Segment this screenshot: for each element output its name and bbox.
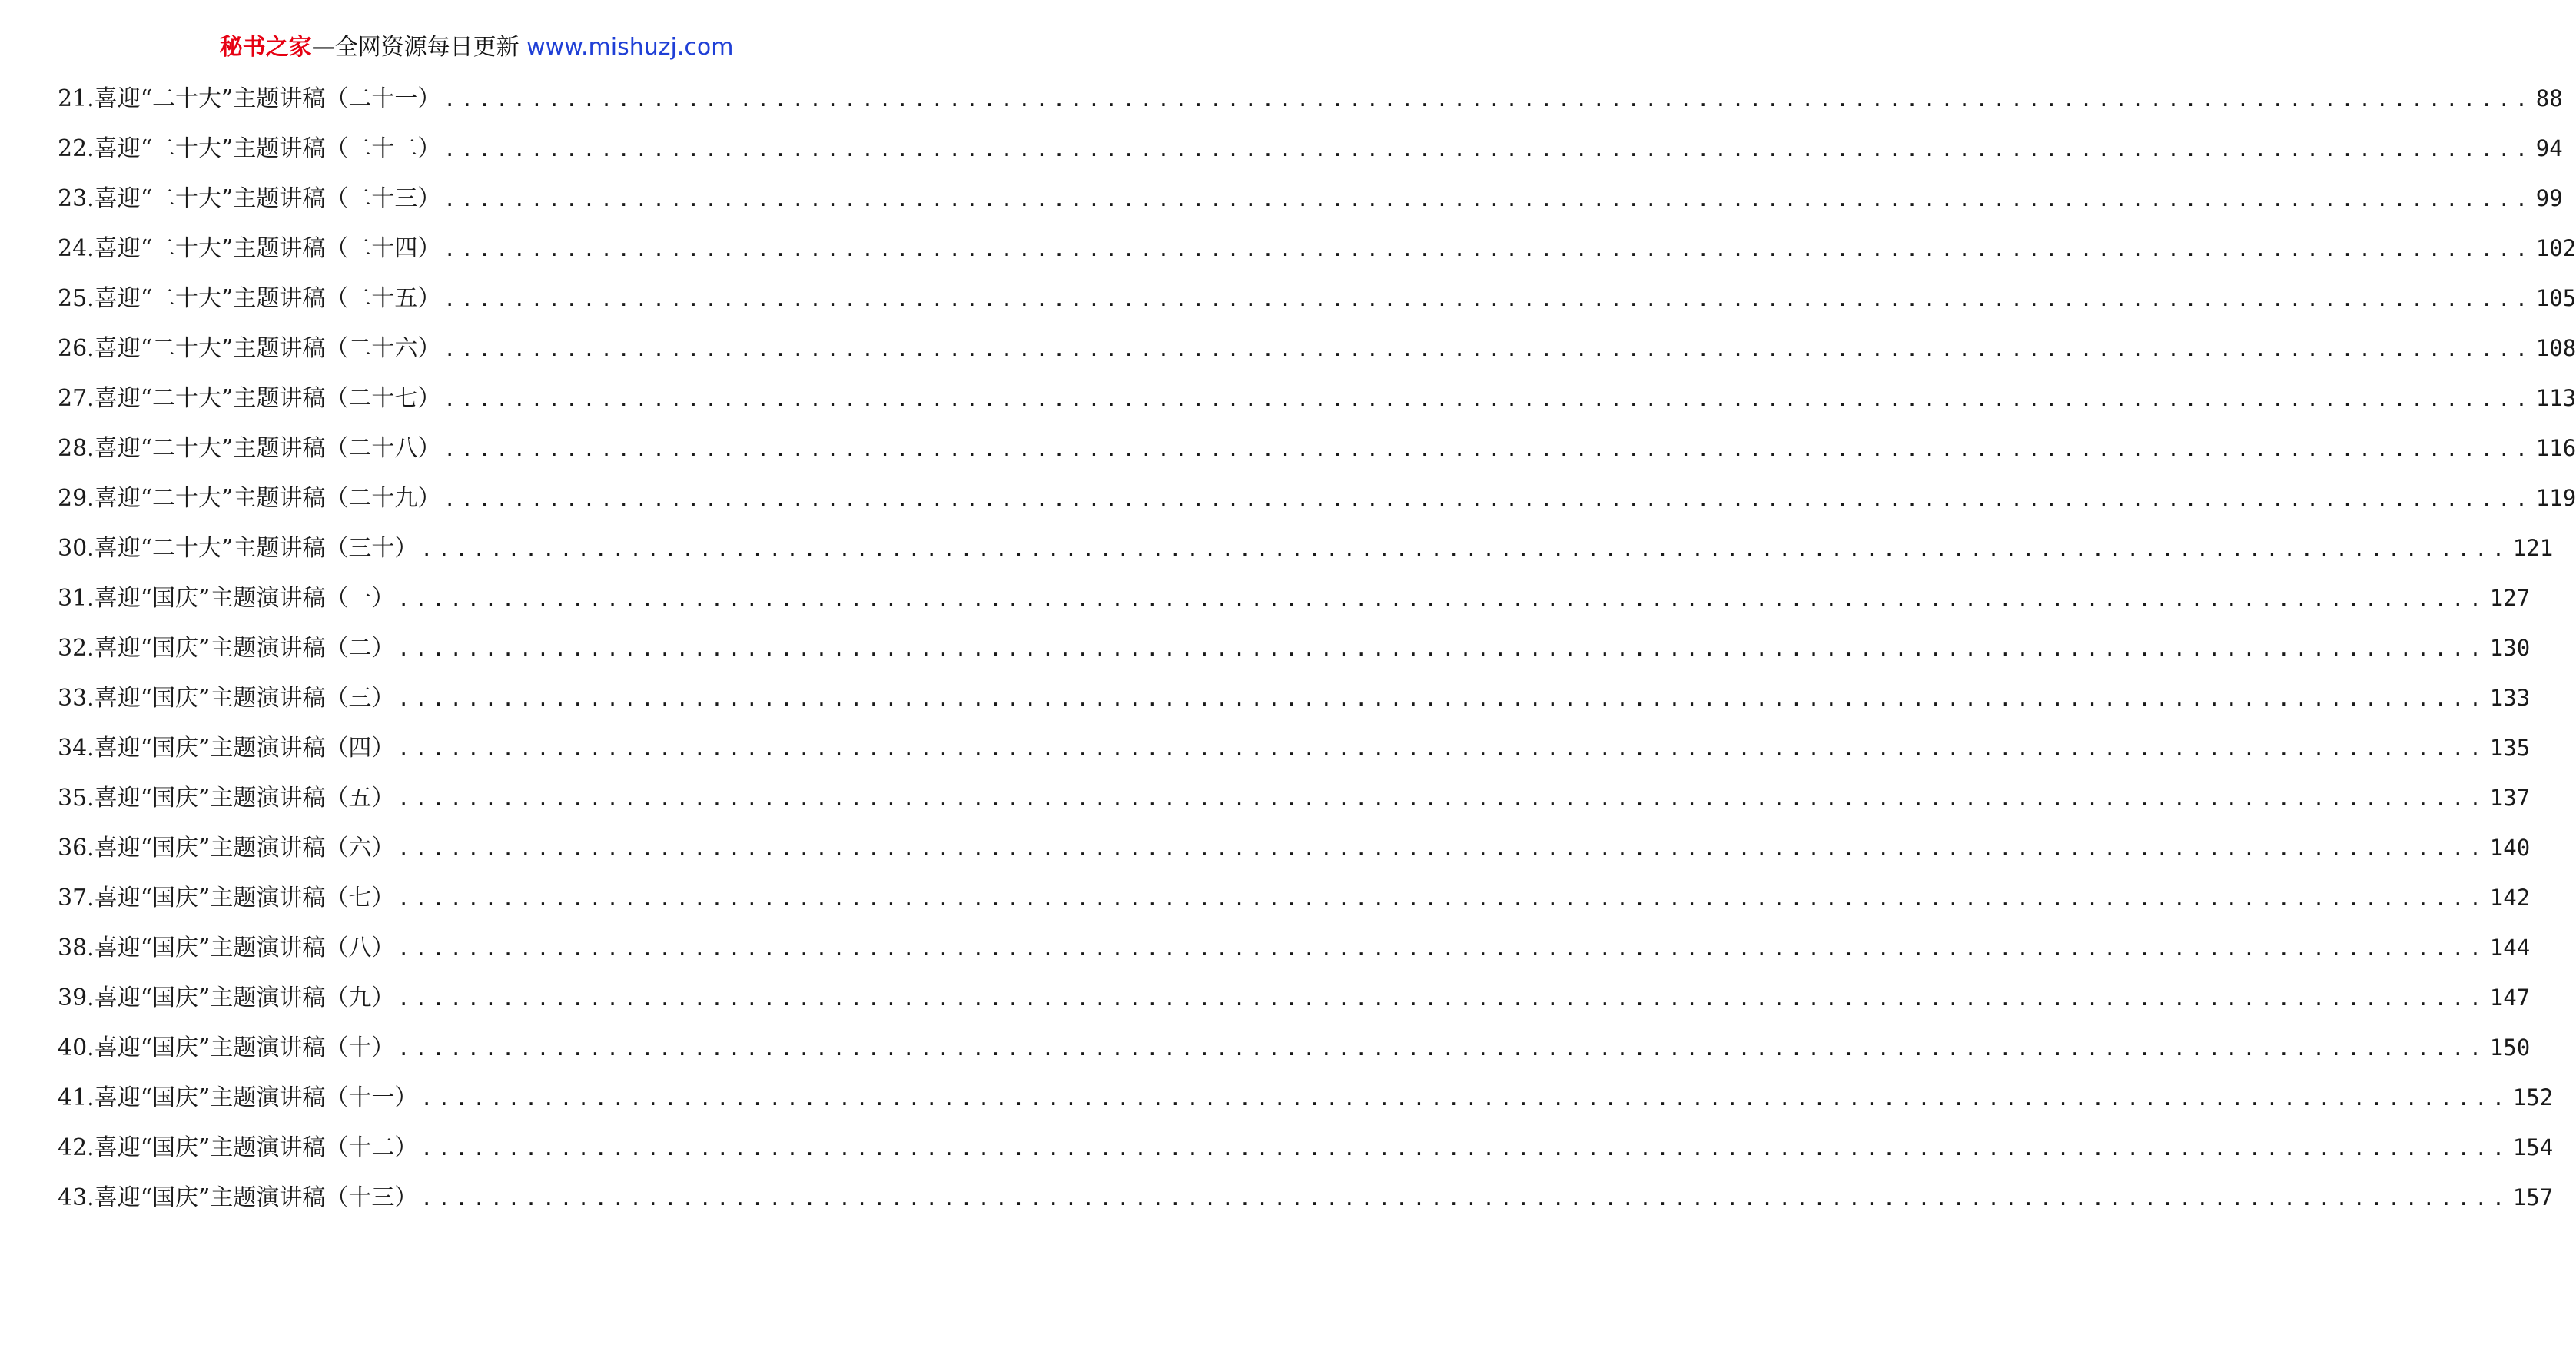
toc-entry-title: 37.喜迎“国庆”主题演讲稿（七） bbox=[58, 885, 395, 911]
toc-dot-leader: ........................................................................................................................ bbox=[397, 988, 2487, 1011]
toc-entry[interactable] bbox=[58, 980, 2531, 1030]
toc-page-number: 140 bbox=[2489, 835, 2531, 861]
toc-entry[interactable] bbox=[58, 231, 2576, 281]
toc-entry-title: 42.喜迎“国庆”主题演讲稿（十二） bbox=[58, 1134, 418, 1161]
toc-entry[interactable] bbox=[58, 380, 2576, 430]
toc-entry-title: 22.喜迎“二十大”主题讲稿（二十二） bbox=[58, 135, 441, 162]
toc-entry-title: 29.喜迎“二十大”主题讲稿（二十九） bbox=[58, 485, 441, 512]
toc-entry[interactable] bbox=[58, 81, 2563, 131]
toc-page-number: 121 bbox=[2512, 535, 2554, 561]
toc-dot-leader: ........................................................................................................................ bbox=[397, 788, 2487, 811]
toc-entry-title: 24.喜迎“二十大”主题讲稿（二十四） bbox=[58, 235, 441, 262]
site-brand: 秘书之家 bbox=[219, 34, 312, 61]
toc-entry[interactable] bbox=[58, 1030, 2531, 1080]
toc-dot-leader: ........................................................................................................................ bbox=[397, 638, 2487, 661]
page-header bbox=[0, 32, 953, 63]
toc-dot-leader: ........................................................................................................................ bbox=[397, 688, 2487, 711]
toc-entry-title: 33.喜迎“国庆”主题演讲稿（三） bbox=[58, 685, 395, 712]
toc-dot-leader: ........................................................................................................................ bbox=[397, 888, 2487, 911]
toc-dot-leader: ........................................................................................................................ bbox=[397, 1038, 2487, 1061]
toc-entry-title: 32.喜迎“国庆”主题演讲稿（二） bbox=[58, 635, 395, 662]
toc-dot-leader: ........................................................................................................................ bbox=[420, 1087, 2510, 1111]
toc-page-number: 119 bbox=[2535, 485, 2576, 511]
toc-page-number: 135 bbox=[2489, 735, 2531, 761]
table-of-contents bbox=[58, 81, 2576, 1230]
toc-dot-leader: ........................................................................................................................ bbox=[443, 488, 2533, 511]
toc-page-number: 113 bbox=[2535, 385, 2576, 411]
toc-entry-title: 28.喜迎“二十大”主题讲稿（二十八） bbox=[58, 435, 441, 462]
toc-dot-leader: ........................................................................................................................ bbox=[443, 288, 2533, 311]
toc-entry[interactable] bbox=[58, 880, 2531, 930]
toc-entry[interactable] bbox=[58, 680, 2531, 730]
toc-entry-title: 34.喜迎“国庆”主题演讲稿（四） bbox=[58, 735, 395, 762]
toc-dot-leader: ........................................................................................................................ bbox=[397, 738, 2487, 761]
toc-page-number: 150 bbox=[2489, 1034, 2531, 1061]
toc-page-number: 108 bbox=[2535, 335, 2576, 361]
toc-page-number: 105 bbox=[2535, 285, 2576, 311]
toc-page-number: 133 bbox=[2489, 685, 2531, 711]
toc-entry[interactable] bbox=[58, 281, 2576, 330]
toc-dot-leader: ........................................................................................................................ bbox=[443, 138, 2533, 161]
toc-entry-title: 40.喜迎“国庆”主题演讲稿（十） bbox=[58, 1034, 395, 1061]
toc-page-number: 144 bbox=[2489, 935, 2531, 961]
toc-entry[interactable] bbox=[58, 430, 2576, 480]
toc-entry[interactable] bbox=[58, 780, 2531, 830]
toc-entry-title: 43.喜迎“国庆”主题演讲稿（十三） bbox=[58, 1184, 418, 1211]
toc-entry-title: 38.喜迎“国庆”主题演讲稿（八） bbox=[58, 935, 395, 961]
toc-page-number: 142 bbox=[2489, 885, 2531, 911]
toc-page-number: 99 bbox=[2535, 185, 2563, 211]
toc-dot-leader: ........................................................................................................................ bbox=[397, 938, 2487, 961]
toc-dot-leader: ........................................................................................................................ bbox=[443, 88, 2533, 111]
toc-dot-leader: ........................................................................................................................ bbox=[443, 388, 2533, 411]
site-tagline: —全网资源每日更新 bbox=[311, 34, 527, 61]
toc-entry[interactable] bbox=[58, 1130, 2554, 1180]
toc-entry[interactable] bbox=[58, 181, 2563, 231]
toc-page-number: 157 bbox=[2512, 1184, 2554, 1210]
toc-page-number: 130 bbox=[2489, 635, 2531, 661]
toc-page-number: 154 bbox=[2512, 1134, 2554, 1160]
toc-entry-title: 21.喜迎“二十大”主题讲稿（二十一） bbox=[58, 85, 441, 112]
toc-page-number: 102 bbox=[2535, 235, 2576, 261]
toc-dot-leader: ........................................................................................................................ bbox=[397, 838, 2487, 861]
toc-entry[interactable] bbox=[58, 730, 2531, 780]
toc-entry[interactable] bbox=[58, 480, 2576, 530]
toc-entry-title: 31.喜迎“国庆”主题演讲稿（一） bbox=[58, 585, 395, 612]
toc-entry[interactable] bbox=[58, 580, 2531, 630]
toc-entry-title: 27.喜迎“二十大”主题讲稿（二十七） bbox=[58, 385, 441, 412]
toc-page-number: 94 bbox=[2535, 135, 2563, 161]
toc-dot-leader: ........................................................................................................................ bbox=[420, 538, 2510, 561]
toc-entry-title: 41.喜迎“国庆”主题演讲稿（十一） bbox=[58, 1084, 418, 1111]
toc-page-number: 88 bbox=[2535, 85, 2563, 111]
toc-dot-leader: ........................................................................................................................ bbox=[443, 238, 2533, 261]
toc-dot-leader: ........................................................................................................................ bbox=[397, 588, 2487, 611]
toc-entry-title: 30.喜迎“二十大”主题讲稿（三十） bbox=[58, 535, 418, 562]
toc-entry-title: 26.喜迎“二十大”主题讲稿（二十六） bbox=[58, 335, 441, 362]
toc-entry-title: 35.喜迎“国庆”主题演讲稿（五） bbox=[58, 785, 395, 812]
toc-entry[interactable] bbox=[58, 530, 2554, 580]
site-url-link[interactable]: www.mishuzj.com bbox=[526, 34, 734, 61]
toc-dot-leader: ........................................................................................................................ bbox=[443, 338, 2533, 361]
toc-entry-title: 36.喜迎“国庆”主题演讲稿（六） bbox=[58, 835, 395, 862]
toc-dot-leader: ........................................................................................................................ bbox=[443, 188, 2533, 211]
toc-entry-title: 39.喜迎“国庆”主题演讲稿（九） bbox=[58, 984, 395, 1011]
toc-entry[interactable] bbox=[58, 1180, 2554, 1230]
toc-page-number: 137 bbox=[2489, 785, 2531, 811]
toc-entry-title: 23.喜迎“二十大”主题讲稿（二十三） bbox=[58, 185, 441, 212]
toc-page-number: 116 bbox=[2535, 435, 2576, 461]
toc-page-number: 127 bbox=[2489, 585, 2531, 611]
toc-entry[interactable] bbox=[58, 830, 2531, 880]
toc-dot-leader: ........................................................................................................................ bbox=[443, 438, 2533, 461]
toc-dot-leader: ........................................................................................................................ bbox=[420, 1187, 2510, 1210]
toc-entry[interactable] bbox=[58, 131, 2563, 181]
toc-dot-leader: ........................................................................................................................ bbox=[420, 1137, 2510, 1160]
toc-page-number: 147 bbox=[2489, 984, 2531, 1011]
toc-entry[interactable] bbox=[58, 930, 2531, 980]
toc-entry[interactable] bbox=[58, 1080, 2554, 1130]
toc-page-number: 152 bbox=[2512, 1084, 2554, 1111]
toc-entry[interactable] bbox=[58, 330, 2576, 380]
toc-entry-title: 25.喜迎“二十大”主题讲稿（二十五） bbox=[58, 285, 441, 312]
toc-entry[interactable] bbox=[58, 630, 2531, 680]
